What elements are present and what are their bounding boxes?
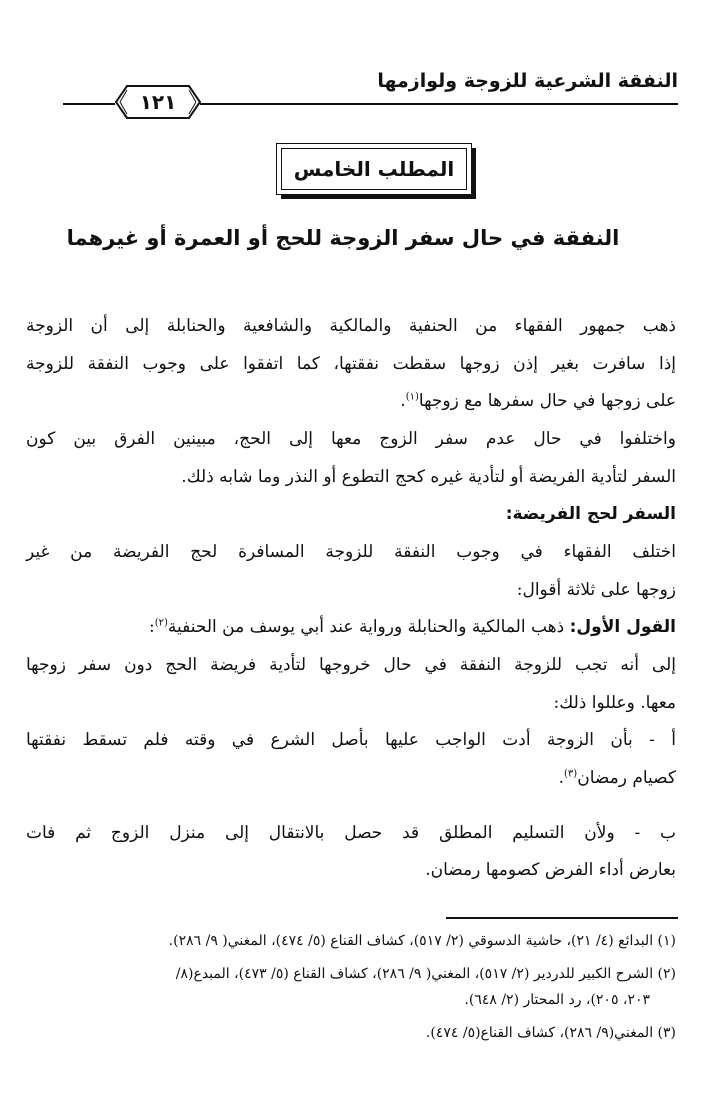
opinion-label: القول الأول: (569, 617, 676, 637)
footnote: (٣) المغني(٩/ ٢٨٦)، كشاف القناع(٥/ ٤٧٤). (425, 1025, 676, 1041)
subheading: السفر لحج الفريضة: (505, 504, 676, 524)
body-line: ب - ولأن التسليم المطلق قد حصل بالانتقال إلى منزل الزوج ثم فات (26, 823, 676, 843)
footnote-divider (446, 917, 678, 919)
body-line: واختلفوا في حال عدم سفر الزوج معها إلى الحج، مبينين الفرق بين كون (26, 429, 676, 449)
body-line: زوجها على ثلاثة أقوال: (516, 580, 676, 600)
footnote: ٢٠٣، ٢٠٥)، رد المحتار (٢/ ٦٤٨). (464, 992, 650, 1008)
body-line: على زوجها في حال سفرها مع زوجها$^{(١)}$. (400, 391, 676, 411)
footnote-ref[interactable]: (١) (405, 391, 419, 403)
main-heading: النفقة في حال سفر الزوجة للحج أو العمرة أو غيرهما (66, 226, 620, 250)
body-line: اختلف الفقهاء في وجوب النفقة للزوجة المسافرة لحج الفريضة من غير (26, 542, 676, 562)
body-line: أ - بأن الزوجة أدت الواجب عليها بأصل الشرع في وقته فلم تسقط نفقتها (26, 730, 676, 750)
body-line: ذهب جمهور الفقهاء من الحنفية والمالكية والشافعية والحنابلة إلى أن الزوجة (26, 316, 676, 336)
section-label: المطلب الخامس (293, 157, 455, 181)
footnote-ref[interactable]: (٣) (564, 768, 578, 780)
body-line: السفر لتأدية الفريضة أو لتأدية غيره كحج التطوع أو النذر وما شابه ذلك. (181, 467, 676, 487)
body-line: إذا سافرت بغير إذن زوجها سقطت نفقتها، كما اتفقوا على وجوب النفقة للزوجة (26, 354, 676, 374)
body-line: كصيام رمضان$^{(٣)}$. (558, 768, 676, 788)
page-number: ١٢١ (139, 90, 177, 114)
running-title: النفقة الشرعية للزوجة ولوازمها (377, 70, 678, 92)
body-line: إلى أنه تجب للزوجة النفقة في حال خروجها لتأدية فريضة الحج دون سفر زوجها (26, 655, 676, 675)
body-line: القول الأول: ذهب المالكية والحنابلة ورواية عند أبي يوسف من الحنفية$^{(٢)}$: (148, 617, 676, 637)
body-text: كصيام رمضان (577, 768, 676, 788)
header-rule-left (63, 103, 115, 105)
body-line: معها. وعللوا ذلك: (553, 693, 676, 713)
footnote: (٢) الشرح الكبير للدردير (٢/ ٥١٧)، المغني( ٩/ ٢٨٦)، كشاف القناع (٥/ ٤٧٣)، المبدع(٨/ (175, 966, 676, 982)
body-line: بعارض أداء الفرض كصومها رمضان. (425, 860, 676, 880)
body-text: ذهب المالكية والحنابلة ورواية عند أبي يوسف من الحنفية (167, 617, 570, 637)
header-rule-right (200, 103, 678, 105)
footnote: (١) البدائع (٤/ ٢١)، حاشية الدسوقي (٢/ ٥١٧)، كشاف القناع (٥/ ٤٧٤)، المغني( ٩/ ٢٨٦). (168, 933, 676, 949)
body-text: على زوجها في حال سفرها مع زوجها (418, 391, 676, 411)
footnote-ref[interactable]: (٢) (154, 617, 168, 629)
